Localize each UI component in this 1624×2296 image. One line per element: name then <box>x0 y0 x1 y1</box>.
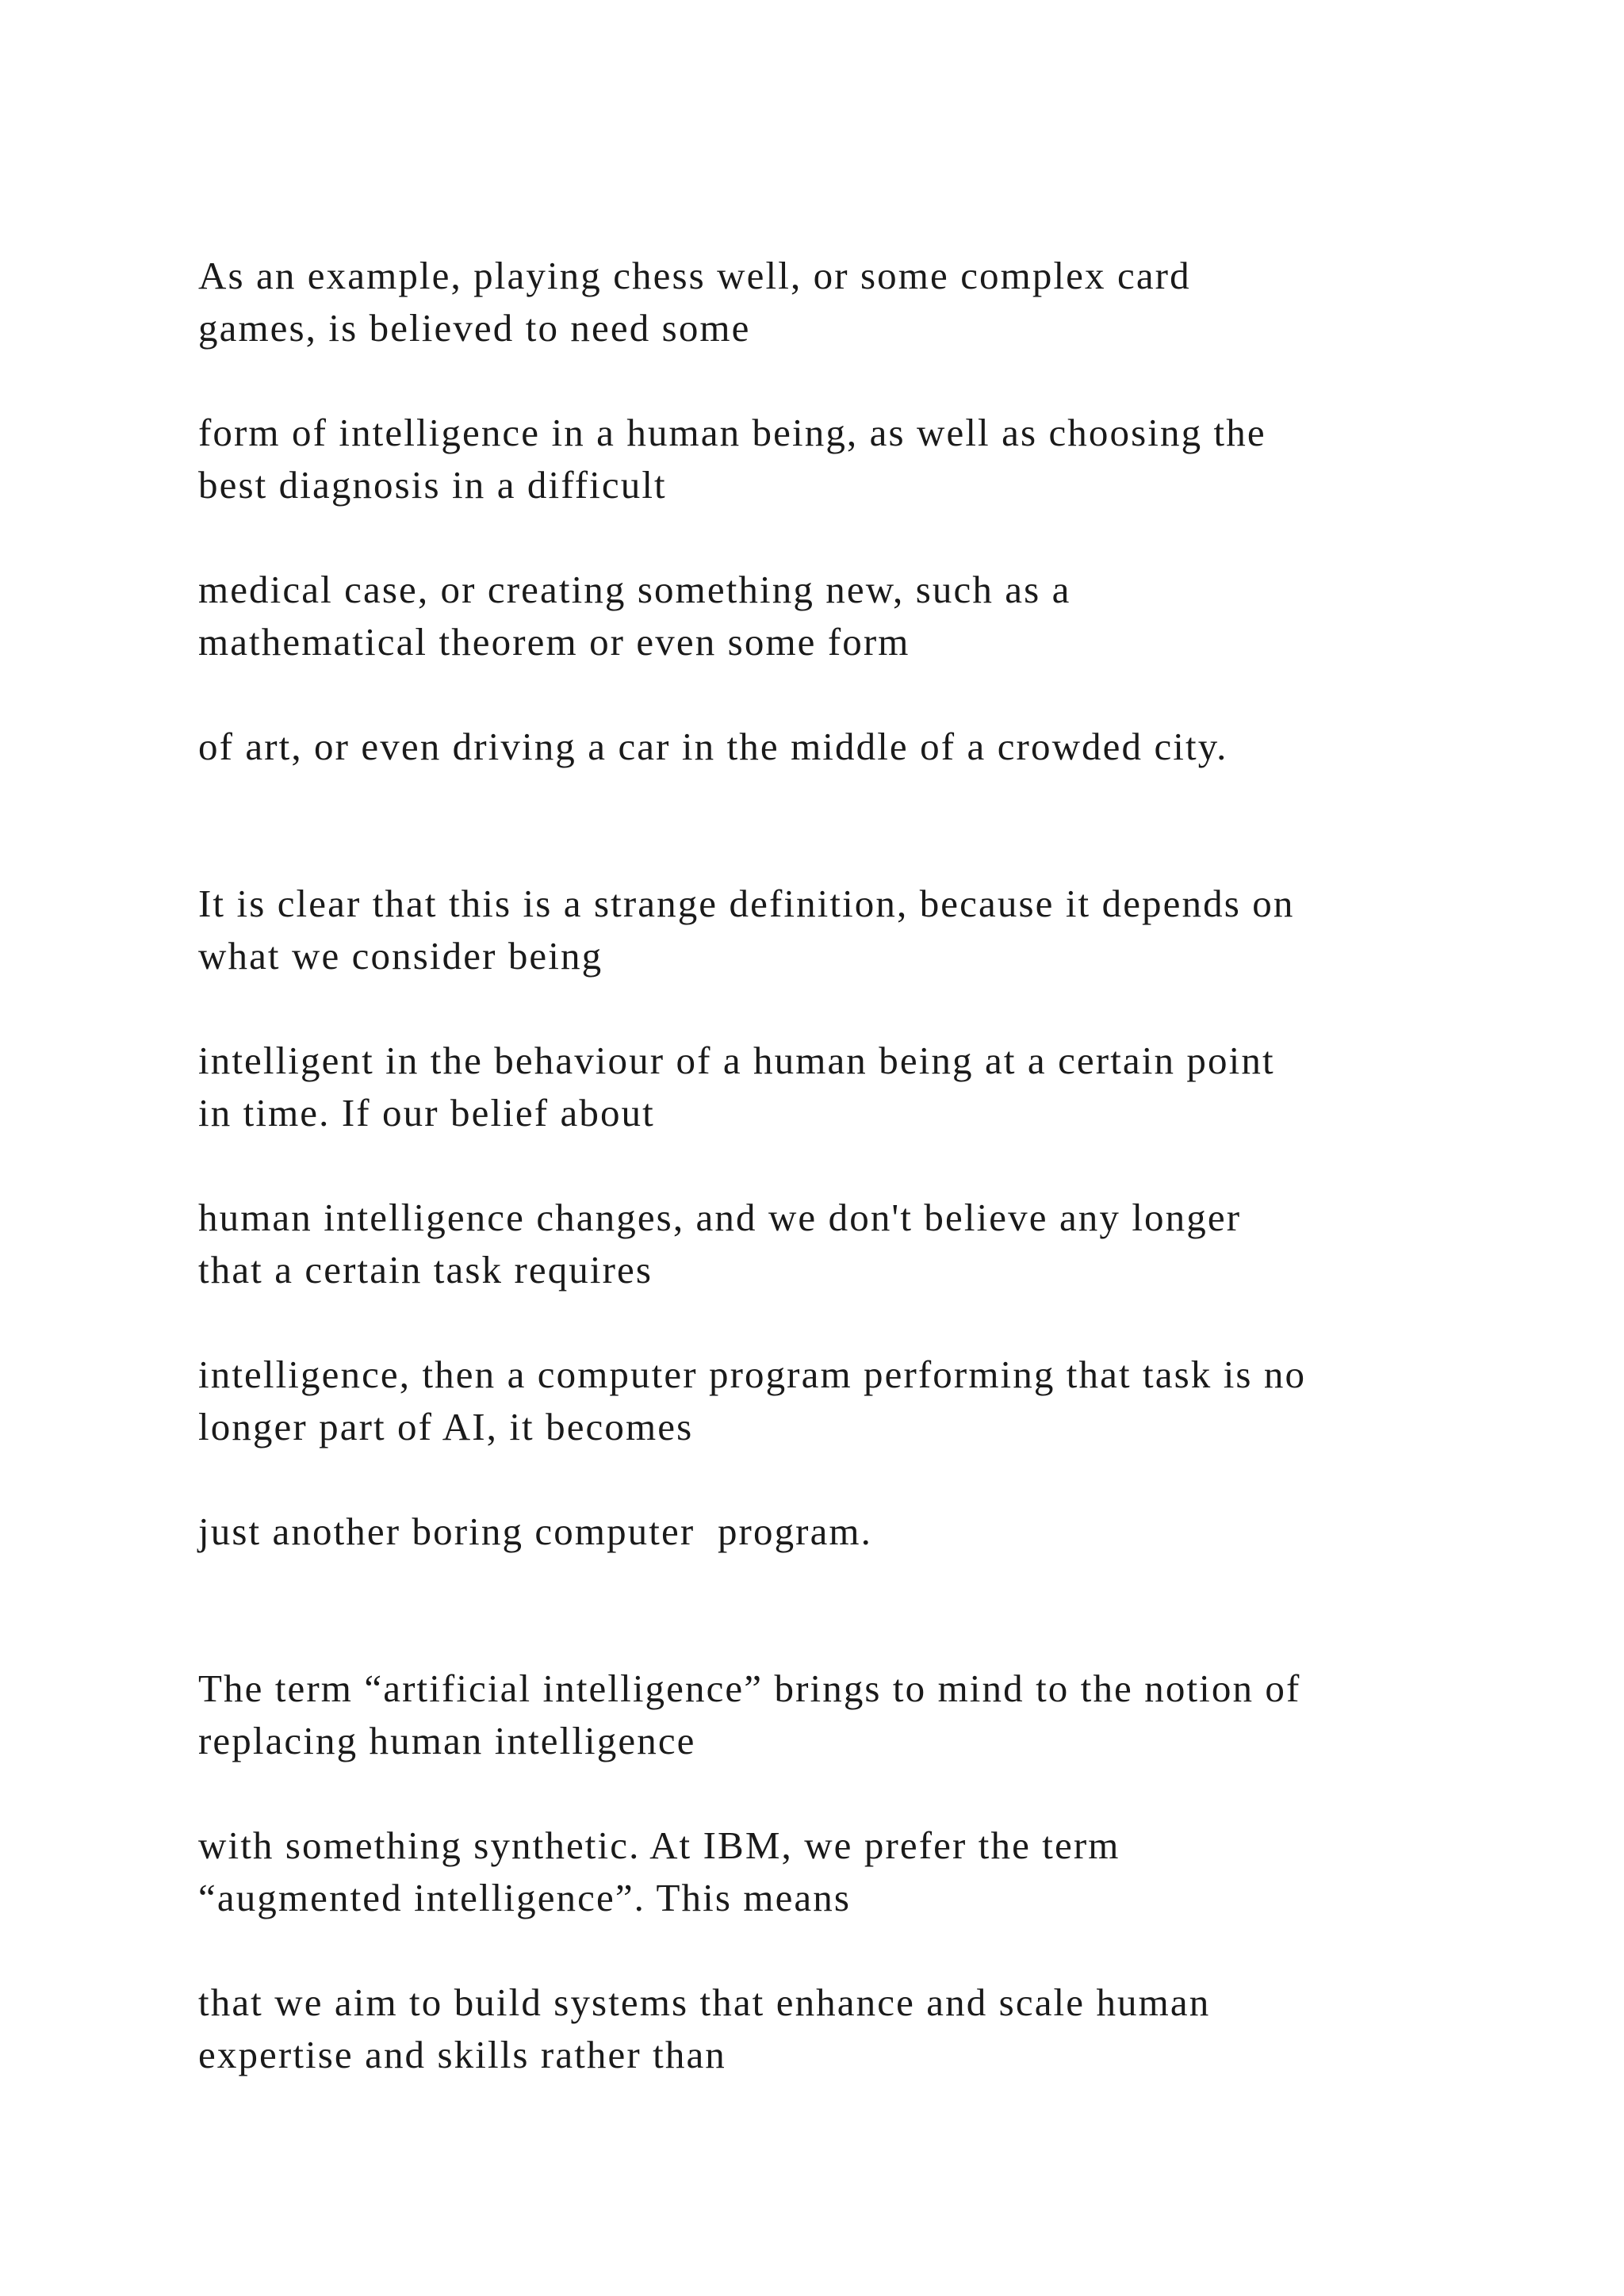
text-line: expertise and skills rather than <box>198 2033 726 2076</box>
paragraph-2 <box>198 407 1467 511</box>
paragraph-7 <box>198 1192 1467 1296</box>
paragraph-3 <box>198 564 1467 668</box>
text-line: human intelligence changes, and we don't believe any longer <box>198 1196 1242 1239</box>
text-line: intelligent in the behaviour of a human being at a certain point <box>198 1039 1275 1082</box>
text-line: As an example, playing chess well, or some complex card <box>198 254 1191 297</box>
text-line: that we aim to build systems that enhance and scale human <box>198 1980 1211 2024</box>
text-line: mathematical theorem or even some form <box>198 620 910 664</box>
text-line: medical case, or creating something new, such as a <box>198 568 1071 611</box>
paragraph-4 <box>198 721 1467 773</box>
paragraph-8 <box>198 1349 1467 1453</box>
text-line: that a certain task requires <box>198 1248 653 1292</box>
text-line: It is clear that this is a strange definition, because it depends on <box>198 882 1295 925</box>
paragraph-6 <box>198 1035 1467 1139</box>
text-line: replacing human intelligence <box>198 1719 696 1762</box>
text-line: intelligence, then a computer program performing that task is no <box>198 1353 1307 1396</box>
text-line: of art, or even driving a car in the middle of a crowded city. <box>198 725 1228 768</box>
text-line: best diagnosis in a difficult <box>198 463 667 507</box>
paragraph-1 <box>198 250 1467 354</box>
text-line: form of intelligence in a human being, as well as choosing the <box>198 411 1266 454</box>
paragraph-10 <box>198 1663 1467 1767</box>
text-line: just another boring computer program. <box>198 1510 872 1553</box>
text-line: with something synthetic. At IBM, we prefer the term <box>198 1823 1120 1867</box>
paragraph-12 <box>198 1976 1467 2081</box>
text-line: “augmented intelligence”. This means <box>198 1876 852 1919</box>
text-line: what we consider being <box>198 934 603 978</box>
paragraph-11 <box>198 1820 1467 1924</box>
paragraph-5 <box>198 878 1467 982</box>
text-line: longer part of AI, it becomes <box>198 1405 694 1448</box>
text-line: The term “artificial intelligence” brings to mind to the notion of <box>198 1667 1301 1710</box>
text-line: games, is believed to need some <box>198 306 751 350</box>
text-line: in time. If our belief about <box>198 1091 655 1135</box>
paragraph-9 <box>198 1506 1467 1558</box>
